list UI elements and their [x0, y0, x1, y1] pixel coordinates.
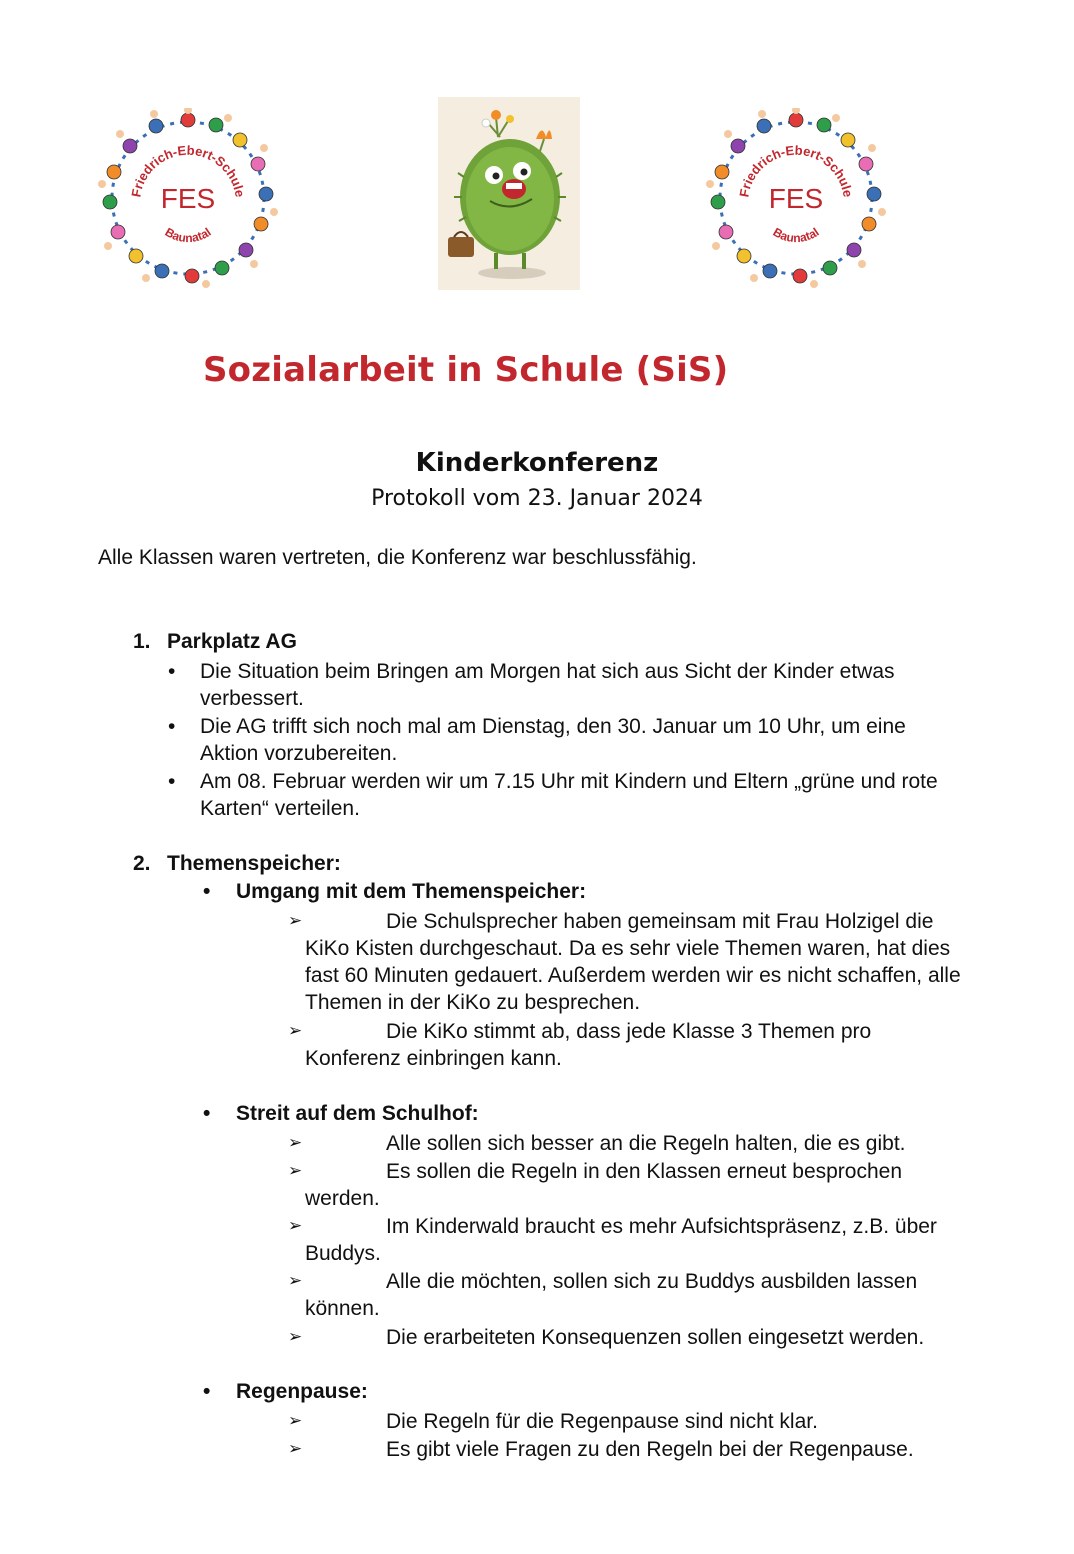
logo-abbreviation: FES: [160, 183, 216, 214]
arrow-bullet-icon: ➢: [288, 911, 303, 931]
school-logo-right: [706, 108, 886, 288]
logo-city: Baunatal: [162, 224, 214, 246]
list-item: [288, 1018, 968, 1072]
list-item: [288, 908, 968, 1016]
sis-banner: Sozialarbeit in Schule (SiS): [203, 350, 729, 390]
arrow-bullet-icon: ➢: [288, 1271, 303, 1291]
arrow-bullet-icon: ➢: [288, 1411, 303, 1431]
list-item-text: Es gibt viele Fragen zu den Regeln bei der Regenpause.: [386, 1438, 914, 1461]
list-item: [288, 1408, 968, 1435]
intro-text: Alle Klassen waren vertreten, die Konferenz war beschlussfähig.: [98, 546, 697, 569]
logo-school-name: Friedrich-Ebert-Schule: [736, 142, 856, 199]
list-item-text: Die Schulsprecher haben gemeinsam mit Frau Holzigel die KiKo Kisten durchgeschaut. Da es sehr viele Themen waren, hat dies fast 60 Minuten gedauert. Außerdem werden wir es nicht schaffen, alle Themen in der KiKo zu besprechen.: [305, 910, 961, 1014]
list-item: [288, 1158, 968, 1212]
list-item-text: Die erarbeiteten Konsequenzen sollen eingesetzt werden.: [386, 1326, 925, 1349]
list-item-text: Am 08. Februar werden wir um 7.15 Uhr mit Kindern und Eltern „grüne und rote Karten“ verteilen.: [200, 770, 938, 820]
bullet-icon: •: [168, 770, 176, 793]
list-item: [288, 1213, 968, 1267]
bullet-icon: •: [203, 1380, 211, 1403]
list-item-text: Alle sollen sich besser an die Regeln halten, die es gibt.: [386, 1132, 906, 1155]
topic-title: Regenpause:: [236, 1380, 368, 1403]
green-monster-illustration: [438, 97, 580, 290]
bullet-icon: •: [168, 715, 176, 738]
list-item: [288, 1130, 968, 1157]
logo-abbreviation: FES: [768, 183, 824, 214]
arrow-bullet-icon: ➢: [288, 1216, 303, 1236]
bullet-icon: •: [203, 880, 211, 903]
list-item-text: Die KiKo stimmt ab, dass jede Klasse 3 Themen pro Konferenz einbringen kann.: [305, 1020, 872, 1070]
bullet-icon: •: [203, 1102, 211, 1125]
section-number: 1.: [133, 630, 151, 653]
section-title: Parkplatz AG: [167, 630, 297, 653]
list-item: [288, 1324, 968, 1351]
document-subtitle: Protokoll vom 23. Januar 2024: [371, 486, 703, 511]
section-number: 2.: [133, 852, 151, 875]
bullet-icon: •: [168, 660, 176, 683]
arrow-bullet-icon: ➢: [288, 1327, 303, 1347]
document-title: Kinderkonferenz: [415, 448, 659, 478]
arrow-bullet-icon: ➢: [288, 1133, 303, 1153]
list-item: [168, 713, 968, 767]
list-item-text: Die Situation beim Bringen am Morgen hat sich aus Sicht der Kinder etwas verbessert.: [200, 660, 895, 710]
arrow-bullet-icon: ➢: [288, 1439, 303, 1459]
list-item-text: Alle die möchten, sollen sich zu Buddys ausbilden lassen können.: [305, 1270, 918, 1320]
list-item-text: Die Regeln für die Regenpause sind nicht klar.: [386, 1410, 818, 1433]
arrow-bullet-icon: ➢: [288, 1021, 303, 1041]
list-item-text: Im Kinderwald braucht es mehr Aufsichtspräsenz, z.B. über Buddys.: [305, 1215, 937, 1265]
list-item-text: Die AG trifft sich noch mal am Dienstag, den 30. Januar um 10 Uhr, um eine Aktion vorzubereiten.: [200, 715, 906, 765]
list-item-text: Es sollen die Regeln in den Klassen erneut besprochen werden.: [305, 1160, 903, 1210]
list-item: [168, 658, 968, 712]
logo-city: Baunatal: [770, 224, 822, 246]
list-item: [288, 1436, 968, 1463]
arrow-bullet-icon: ➢: [288, 1161, 303, 1181]
topic-title: Streit auf dem Schulhof:: [236, 1102, 479, 1125]
section-title: Themenspeicher:: [167, 852, 341, 875]
logo-school-name: Friedrich-Ebert-Schule: [128, 142, 248, 199]
topic-title: Umgang mit dem Themenspeicher:: [236, 880, 587, 903]
school-logo-left: [98, 108, 278, 288]
list-item: [168, 768, 968, 822]
list-item: [288, 1268, 968, 1322]
